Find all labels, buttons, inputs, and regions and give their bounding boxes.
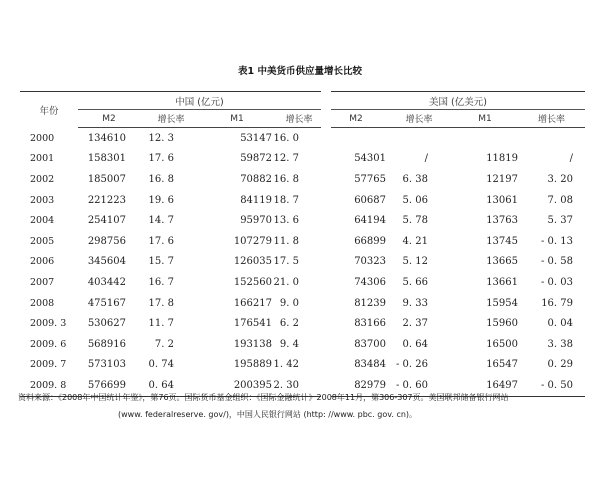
value-cell: 16500 — [486, 338, 518, 350]
col-header: 增长率 — [140, 110, 202, 128]
table-row — [20, 355, 585, 376]
value-cell: 95970 — [240, 215, 272, 227]
value-cell: 70323 — [326, 252, 386, 273]
value-cell: 12. 3 — [148, 132, 174, 144]
table-row — [20, 231, 585, 252]
table-body — [20, 128, 585, 397]
source-note — [18, 389, 588, 423]
value-cell: 2. 37 — [402, 318, 428, 330]
money-supply-table — [20, 91, 585, 397]
source-line-1: 资料来源：《2008年中国统计年鉴》，第76页。国际货币基金组织：《国际金融统计》2008年11月，第306-307页。美国联邦储备银行网站 — [18, 393, 509, 402]
value-cell: / — [424, 153, 428, 165]
value-cell — [386, 128, 452, 149]
year-cell: 2001 — [30, 153, 55, 165]
value-cell: 2. 30 — [272, 375, 326, 396]
table-row — [20, 128, 585, 149]
col-header: 增长率 — [386, 110, 452, 128]
table-row — [20, 149, 585, 170]
year-cell: 2007 — [30, 276, 55, 288]
value-cell: 66899 — [326, 231, 386, 252]
value-cell: 74306 — [326, 272, 386, 293]
value-cell: 9. 4 — [279, 338, 299, 350]
value-cell: 3. 20 — [547, 173, 573, 185]
value-cell: 17. 5 — [273, 256, 299, 268]
value-cell: 107279 — [233, 235, 272, 247]
usa-header: 美国 (亿美元) — [326, 92, 585, 110]
value-cell: 13665 — [486, 256, 518, 268]
value-cell: 59872 — [240, 153, 272, 165]
value-cell: 13745 — [486, 235, 518, 247]
value-cell: 15954 — [486, 297, 518, 309]
year-cell: 2009. 3 — [30, 318, 67, 330]
value-cell: - 0. 13 — [540, 235, 573, 247]
value-cell: 13763 — [486, 215, 518, 227]
value-cell: 18. 7 — [273, 194, 299, 206]
value-cell: 5. 12 — [402, 256, 428, 268]
value-cell: - 0. 60 — [386, 375, 452, 396]
value-cell: 11. 7 — [148, 318, 174, 330]
table-title: 表1 中美货币供应量增长比较 — [238, 66, 362, 77]
value-cell: 17. 6 — [148, 153, 174, 165]
value-cell: 6. 38 — [402, 173, 428, 185]
table-row — [20, 190, 585, 211]
value-cell: 16. 7 — [148, 276, 174, 288]
value-cell: 16. 0 — [273, 132, 299, 144]
value-cell: 134610 — [87, 132, 126, 144]
value-cell: 57765 — [326, 169, 386, 190]
value-cell: 16. 79 — [541, 297, 573, 309]
year-cell: 2006 — [30, 256, 55, 268]
col-header: M1 — [452, 110, 518, 128]
table-row — [20, 313, 585, 334]
year-cell: 2004 — [30, 215, 55, 227]
value-cell: 403442 — [87, 276, 126, 288]
year-cell: 2009. 8 — [20, 375, 78, 396]
value-cell: 0. 04 — [547, 318, 573, 330]
value-cell: 82979 — [326, 375, 386, 396]
value-cell: 193138 — [233, 338, 272, 350]
value-cell: 158301 — [87, 153, 126, 165]
value-cell: 0. 64 — [140, 375, 202, 396]
value-cell: 221223 — [87, 194, 126, 206]
value-cell: 7. 08 — [547, 194, 573, 206]
value-cell: 17. 6 — [148, 235, 174, 247]
col-header: 增长率 — [518, 110, 585, 128]
col-header: 增长率 — [272, 110, 326, 128]
value-cell: 21. 0 — [273, 276, 299, 288]
value-cell — [518, 128, 585, 149]
year-header: 年份 — [39, 105, 59, 117]
value-cell: 530627 — [87, 318, 126, 330]
value-cell: 81239 — [326, 293, 386, 314]
value-cell: 19. 6 — [148, 194, 174, 206]
value-cell: 298756 — [87, 235, 126, 247]
value-cell: 5. 78 — [402, 215, 428, 227]
year-cell: 2009. 7 — [30, 359, 67, 371]
value-cell: 12. 7 — [273, 153, 299, 165]
table-row — [20, 293, 585, 314]
value-cell: 5. 37 — [547, 215, 573, 227]
value-cell: 5. 06 — [402, 194, 428, 206]
year-cell: 2009. 6 — [30, 338, 67, 350]
value-cell: 475167 — [87, 297, 126, 309]
value-cell: 200395 — [202, 375, 272, 396]
value-cell: 13661 — [486, 276, 518, 288]
value-cell: 54301 — [326, 149, 386, 170]
value-cell: 576699 — [78, 375, 140, 396]
value-cell: 53147 — [240, 132, 272, 144]
value-cell: 6. 2 — [279, 318, 299, 330]
value-cell: 5. 66 — [402, 276, 428, 288]
value-cell: 83484 — [326, 355, 386, 376]
value-cell: 152560 — [233, 276, 272, 288]
value-cell: 16547 — [486, 359, 518, 371]
value-cell: 1. 42 — [273, 359, 299, 371]
value-cell: 9. 0 — [279, 297, 299, 309]
value-cell: 11819 — [486, 153, 518, 165]
value-cell: 12197 — [486, 173, 518, 185]
value-cell: 9. 33 — [402, 297, 428, 309]
value-cell: 13. 6 — [273, 215, 299, 227]
value-cell: 126035 — [233, 256, 272, 268]
value-cell: 573103 — [87, 359, 126, 371]
year-cell: 2002 — [30, 173, 55, 185]
table-row — [20, 334, 585, 355]
year-cell: 2000 — [30, 132, 55, 144]
source-line-2: (www. federalreserve. gov/)，中国人民银行网站 (http: //www. pbc. gov. cn)。 — [118, 410, 418, 419]
table-row — [20, 210, 585, 231]
value-cell: 83166 — [326, 313, 386, 334]
value-cell: - 0. 03 — [540, 276, 573, 288]
table-row — [20, 252, 585, 273]
value-cell: 64194 — [326, 210, 386, 231]
value-cell: 16497 — [452, 375, 518, 396]
value-cell: - 0. 26 — [395, 359, 428, 371]
table-row — [20, 169, 585, 190]
value-cell: 166217 — [233, 297, 272, 309]
value-cell: 176541 — [233, 318, 272, 330]
china-header: 中国 (亿元) — [78, 92, 326, 110]
col-header: M2 — [78, 110, 140, 128]
value-cell: 16. 8 — [273, 173, 299, 185]
table-row — [20, 272, 585, 293]
value-cell: 0. 29 — [547, 359, 573, 371]
year-cell: 2005 — [30, 235, 55, 247]
value-cell: 185007 — [87, 173, 126, 185]
value-cell — [452, 128, 518, 149]
value-cell: 0. 64 — [402, 338, 428, 350]
value-cell — [326, 128, 386, 149]
value-cell: 70882 — [240, 173, 272, 185]
value-cell: 16. 8 — [148, 173, 174, 185]
value-cell: 0. 74 — [148, 359, 174, 371]
value-cell: 195889 — [233, 359, 272, 371]
value-cell: 3. 38 — [547, 338, 573, 350]
year-cell: 2008 — [30, 297, 55, 309]
col-header: M1 — [202, 110, 272, 128]
col-header: M2 — [326, 110, 386, 128]
value-cell: 14. 7 — [148, 215, 174, 227]
value-cell: 15. 7 — [148, 256, 174, 268]
value-cell: 83700 — [326, 334, 386, 355]
value-cell: 345604 — [87, 256, 126, 268]
value-cell: - 0. 58 — [540, 256, 573, 268]
value-cell: 84119 — [240, 194, 272, 206]
value-cell: 254107 — [87, 215, 126, 227]
value-cell: 7. 2 — [154, 338, 174, 350]
year-cell: 2003 — [30, 194, 55, 206]
value-cell: 13061 — [486, 194, 518, 206]
value-cell: 60687 — [326, 190, 386, 211]
value-cell: 11. 8 — [273, 235, 299, 247]
value-cell: / — [569, 153, 573, 165]
value-cell: 17. 8 — [148, 297, 174, 309]
value-cell: 568916 — [87, 338, 126, 350]
value-cell: 4. 21 — [402, 235, 428, 247]
value-cell: - 0. 50 — [518, 375, 585, 396]
value-cell: 15960 — [486, 318, 518, 330]
